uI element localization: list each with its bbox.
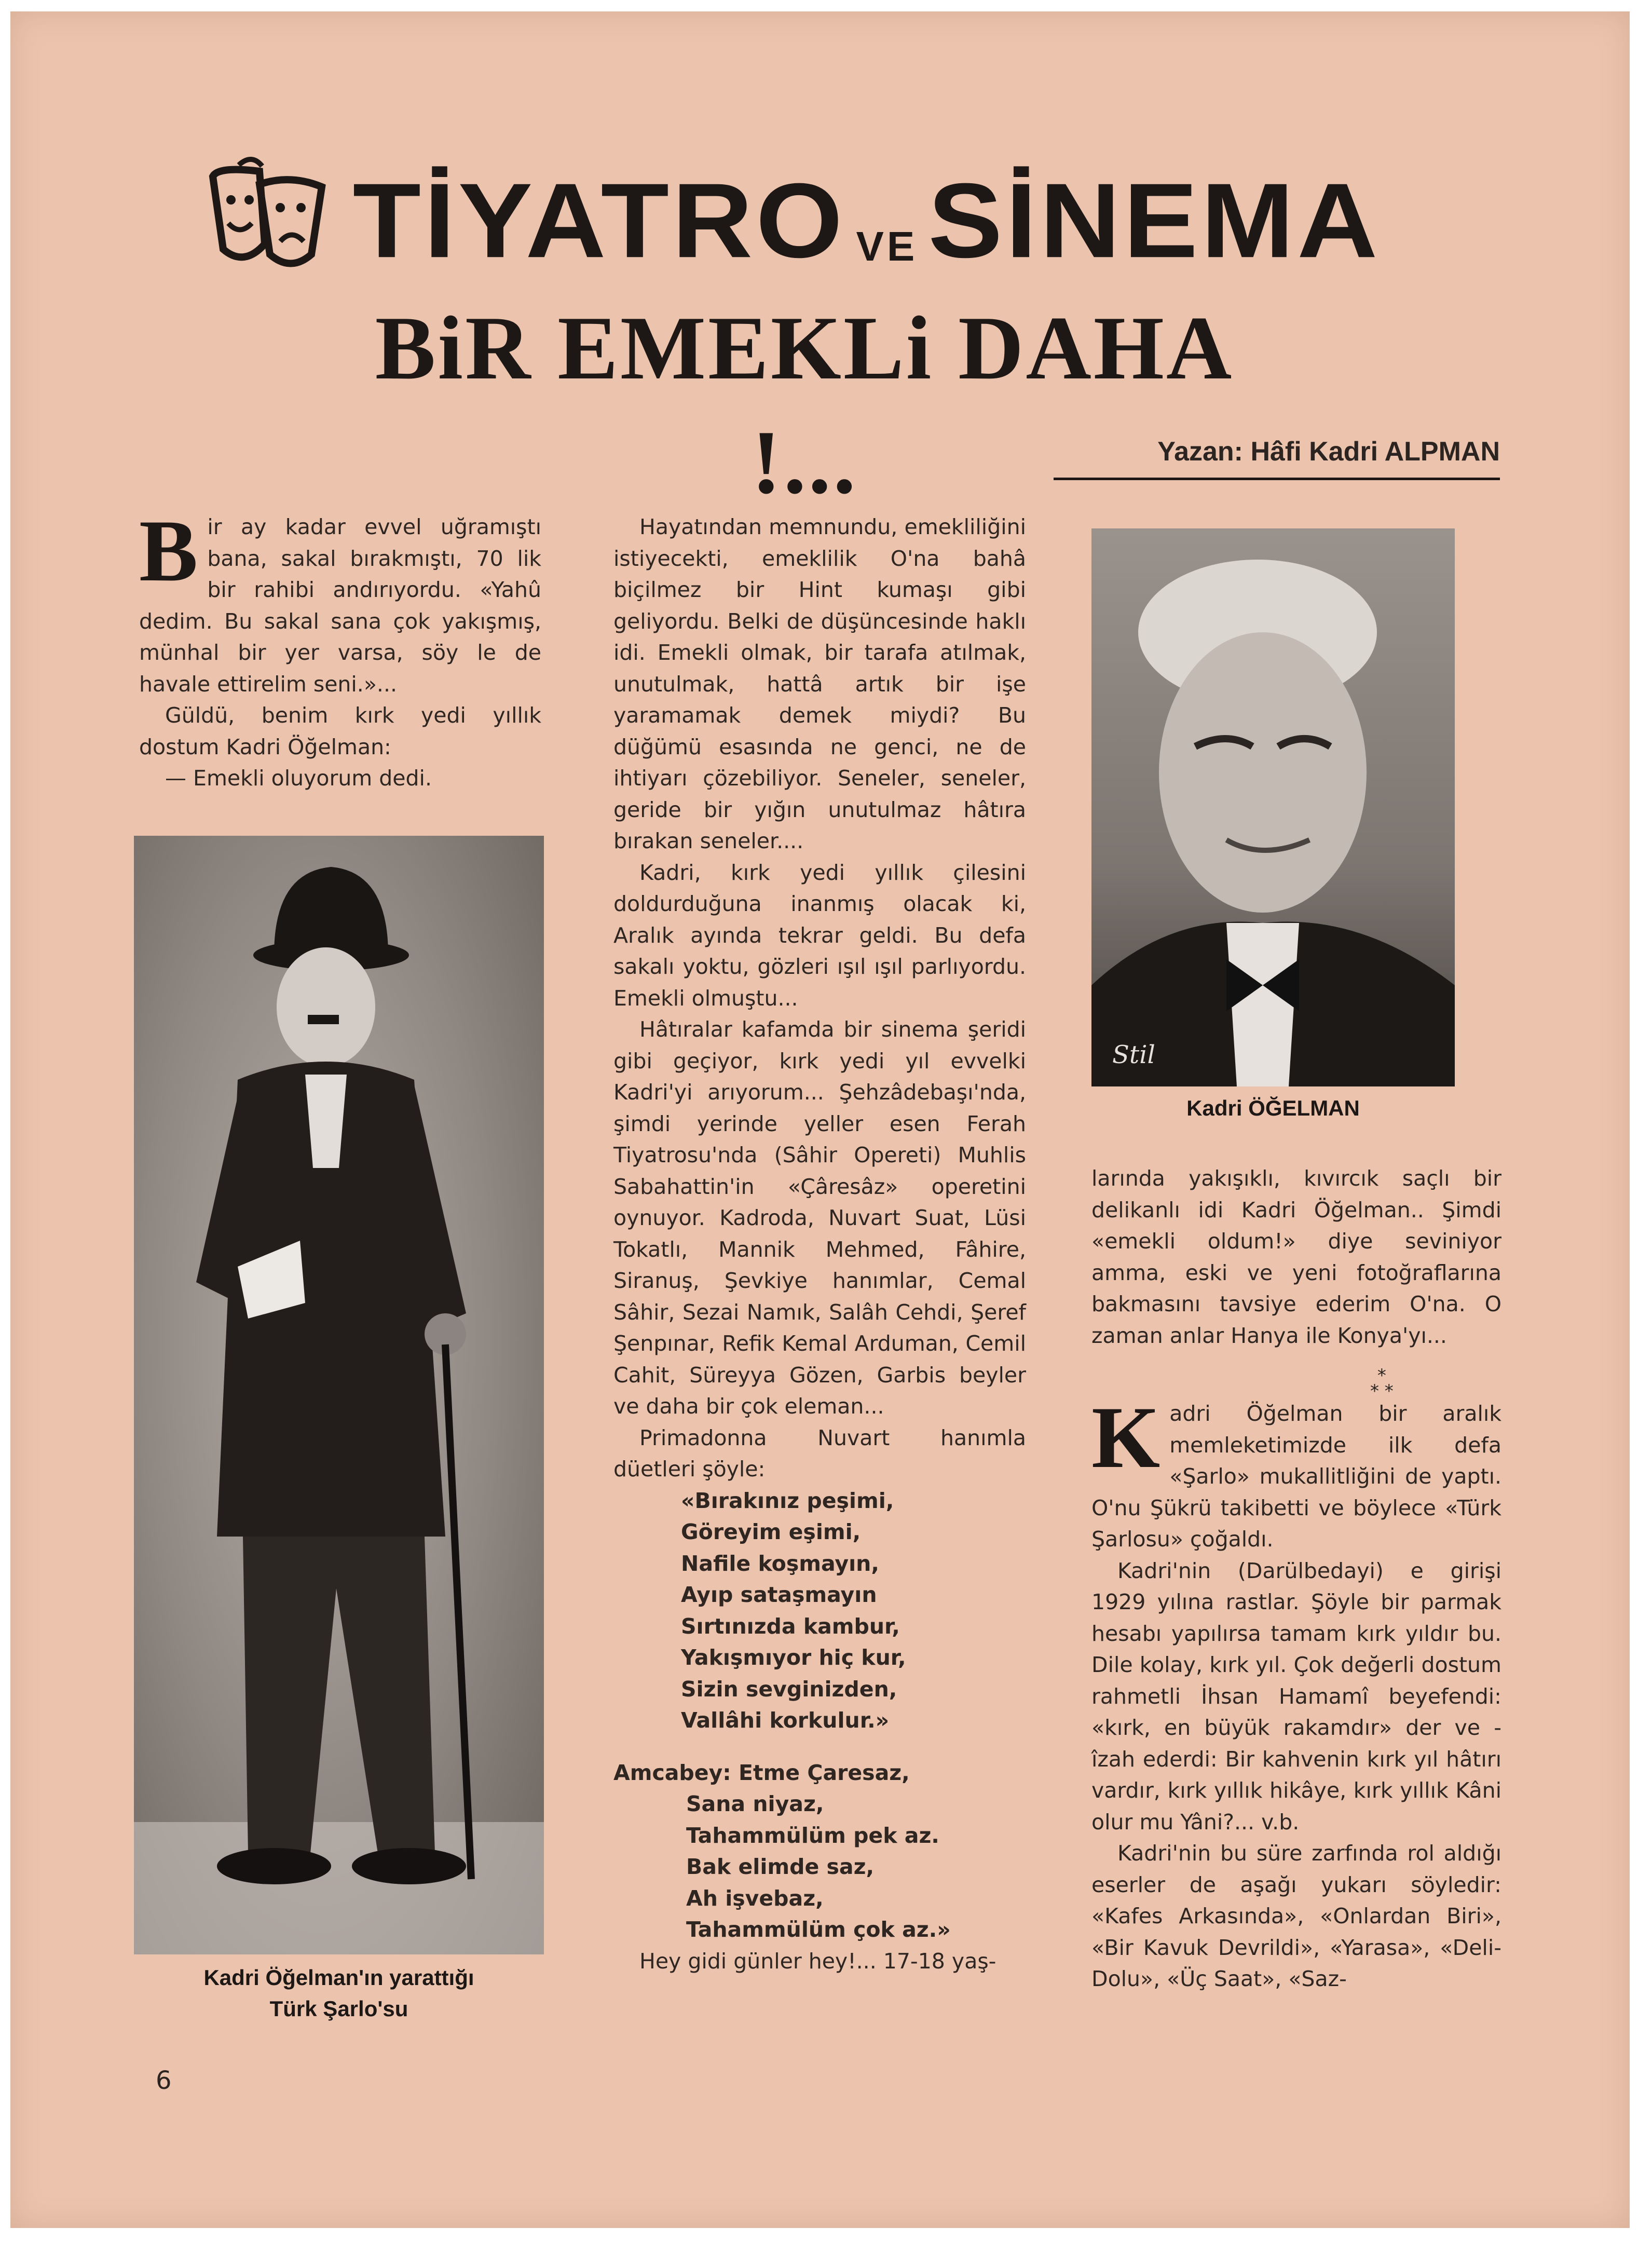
lyric-line: «Bırakınız peşimi, (681, 1488, 894, 1513)
col2-last-line: Hey gidi günler hey!... 17-18 yaş- (639, 1948, 996, 1974)
masthead-right: SİNEMA (928, 161, 1381, 280)
article-headline: BiR EMEKLi DAHA !... (375, 297, 1234, 512)
section-separator-asterism: * * * (1370, 1365, 1394, 1402)
col3-para-4: Kadri'nin bu süre zarfında rol aldığı eserler de aşağı yukarı söyledir: «Kafes Arkasında», «Onlardan Biri», «Bir Kavuk Devrildi», «Yarasa», «Deli-Dolu», «Üç Saat», «Saz- (1091, 1841, 1501, 1991)
duet-lyrics-1 (681, 1485, 1026, 1736)
lyric-line: Sırtınızda kambur, (681, 1613, 900, 1639)
col2-para-4: Primadonna Nuvart hanımla düetleri şöyle: (613, 1425, 1026, 1482)
duet-lyrics-2 (613, 1757, 1026, 1946)
lyric-line: Tahammülüm pek az. (686, 1823, 939, 1848)
lyric-line: Ayıp sataşmayın (681, 1582, 877, 1607)
photo1-caption-line-1: Kadri Öğelman'ın yarattığı (203, 1965, 474, 1990)
lyric-line: Sana niyaz, (686, 1791, 824, 1816)
column-3 (1091, 1163, 1501, 1995)
lyric-line: Yakışmıyor hiç kur, (681, 1645, 906, 1670)
lyric-line: Amcabey: Etme Çaresaz, (613, 1760, 910, 1785)
photo1-caption-line-2: Türk Şarlo'su (269, 1996, 408, 2021)
dropcap-b: B (139, 502, 198, 600)
col3-para-2: adri Öğelman bir aralık memleketimizde ilk defa «Şarlo» mukallitliğini de yaptı. O'nu Şükrü takibetti ve böylece «Türk Şarlosu» çoğaldı. (1091, 1401, 1501, 1552)
dropcap-k: K (1091, 1389, 1161, 1486)
col1-para-1: ir ay kadar evvel uğramıştı bana, sakal bırakmıştı, 70 lik bir rahibi andırıyordu. «Yahû dedim. Bu sakal sana çok yakışmış, münhal bir yer varsa, söy le de havale ettirelim seni.»... (139, 514, 541, 697)
column-1 (139, 502, 541, 794)
masthead-left: TİYATRO (352, 161, 846, 280)
column-2 (613, 511, 1026, 1977)
lyric-line: Nafile koşmayın, (681, 1551, 879, 1576)
col1-para-2: Güldü, benim kırk yedi yıllık dostum Kadri Öğelman: (139, 703, 541, 759)
lyric-line: Sizin sevginizden, (681, 1676, 897, 1702)
col3-para-1: larında yakışıklı, kıvırcık saçlı bir delikanlı idi Kadri Öğelman.. Şimdi «emekli oldum!» diye seviniyor amma, eski ve yeni fotoğraflarına bakmasını tavsiye ederim O'na. O zaman anlar Hanya ile Konya'yı... (1091, 1166, 1501, 1348)
photographer-signature: Stil (1112, 1040, 1155, 1069)
col3-para-3: Kadri'nin (Darülbedayi) e girişi 1929 yılına rastlar. Şöyle bir parmak hesabı yapılırsa tamam kırk yıldır bu. Dile kolay, kırk yıl. Çok değerli dostum rahmetli İhsan Hamamî beyefendi: «kırk, en büyük rakamdır» der ve - îzah ederdi: Bir kahvenin kırk yıl hâtırı vardır, kırk yıllık hikâye, kırk yıllık Kâni olur mu Yâni?... v.b. (1091, 1558, 1501, 1835)
chaplin-photo (134, 836, 544, 1954)
lyric-line: Vallâhi korkulur.» (681, 1708, 890, 1733)
photo1-caption (134, 1962, 544, 2024)
col1-para-3: — Emekli oluyorum dedi. (165, 766, 432, 791)
article-byline: Yazan: Hâfi Kadri ALPMAN (1054, 431, 1500, 480)
masthead-ve: VE (856, 223, 918, 269)
col2-para-3: Hâtıralar kafamda bir sinema şeridi gibi geçiyor, kırk yedi yıl evvelki Kadri'yi arıyorum... Şehzâdebaşı'nda, şimdi yerinde yeller esen Ferah Tiyatrosu'nda (Sâhir Opereti) Muhlis Sabahattin'in «Çâresâz» operetini oynuyor. Kadroda, Nuvart Suat, Lüsi Tokatlı, Mannik Mehmed, Fâhire, Siranuş, Şevkiye hanımlar, Cemal Sâhir, Sezai Namık, Salâh Cehdi, Şeref Şenpınar, Refik Kemal Arduman, Cemil Cahit, Süreyya Gözen, Garbis beyler ve daha bir çok eleman... (613, 1017, 1026, 1419)
lyric-line: Göreyim eşimi, (681, 1519, 861, 1544)
theatre-masks-icon (202, 156, 332, 275)
lyric-line: Tahammülüm çok az.» (686, 1917, 951, 1942)
lyric-line: Bak elimde saz, (686, 1854, 875, 1879)
col2-para-2: Kadri, kırk yedi yıllık çilesini doldurduğuna inanmış olacak ki, Aralık ayında tekrar geldi. Bu defa sakalı yoktu, gözleri ışıl ışıl parlıyordu. Emekli olmuştu... (613, 860, 1026, 1011)
page-number: 6 (156, 2066, 172, 2095)
lyric-line: Ah işvebaz, (686, 1885, 824, 1911)
photo2-caption: Kadri ÖĞELMAN (1186, 1096, 1360, 1120)
portrait-photo (1091, 528, 1455, 1086)
chaplin-figure-illustration (134, 836, 544, 1954)
section-masthead (352, 156, 1381, 280)
portrait-illustration (1091, 528, 1455, 1086)
col2-para-1: Hayatından memnundu, emekliliğini istiyecekti, emeklilik O'na bahâ biçilmez bir Hint kumaşı gibi geliyordu. Belki de düşüncesinde haklı idi. Emekli olmak, bir tarafa atılmak, unutulmak, hattâ artık bir işe yaramamak demek miydi? Bu düğümü esasında ne genci, ne de ihtiyarı çözebiliyor. Seneler, seneler, geride bir yığın unutulmaz hâtıra bırakan seneler.... (613, 514, 1026, 853)
